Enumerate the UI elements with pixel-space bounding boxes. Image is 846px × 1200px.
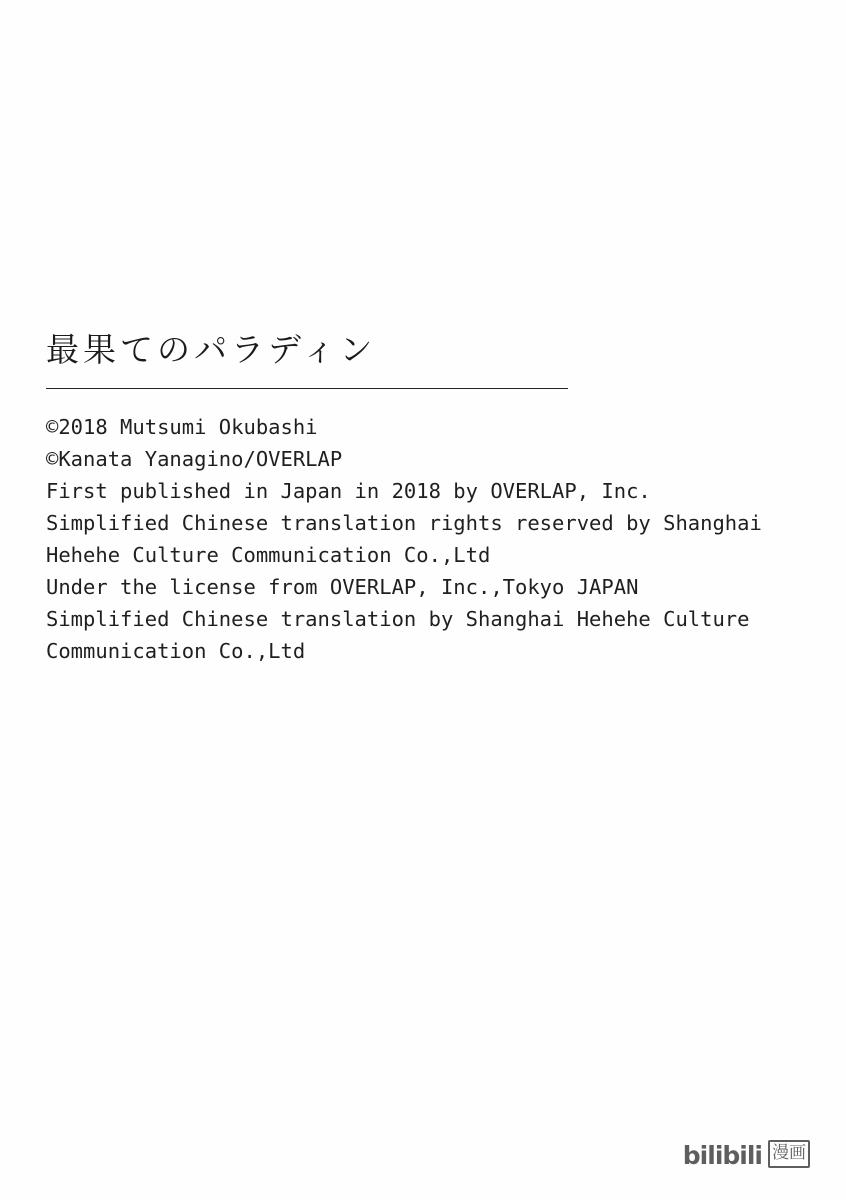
page-title: 最果てのパラディン: [46, 330, 377, 369]
credit-line: Communication Co.,Ltd: [46, 638, 306, 663]
credit-line: First published in Japan in 2018 by OVERLAP, Inc.: [46, 478, 651, 503]
credit-line: Under the license from OVERLAP, Inc.,Tokyo JAPAN: [46, 574, 639, 599]
title-divider: [46, 388, 568, 389]
bilibili-watermark: [683, 1140, 810, 1168]
copyright-credits: [46, 411, 806, 667]
credit-line: Simplified Chinese translation by Shanghai Hehehe Culture: [46, 606, 750, 631]
colophon-block: [46, 330, 806, 667]
credit-line: ©Kanata Yanagino/OVERLAP: [46, 446, 343, 471]
bilibili-logo-icon: bilibili: [682, 1141, 762, 1170]
credit-line: ©2018 Mutsumi Okubashi: [46, 414, 318, 439]
credit-line: Hehehe Culture Communication Co.,Ltd: [46, 542, 491, 567]
credit-line: Simplified Chinese translation rights reserved by Shanghai: [46, 510, 762, 535]
manga-badge: 漫画: [768, 1140, 810, 1168]
